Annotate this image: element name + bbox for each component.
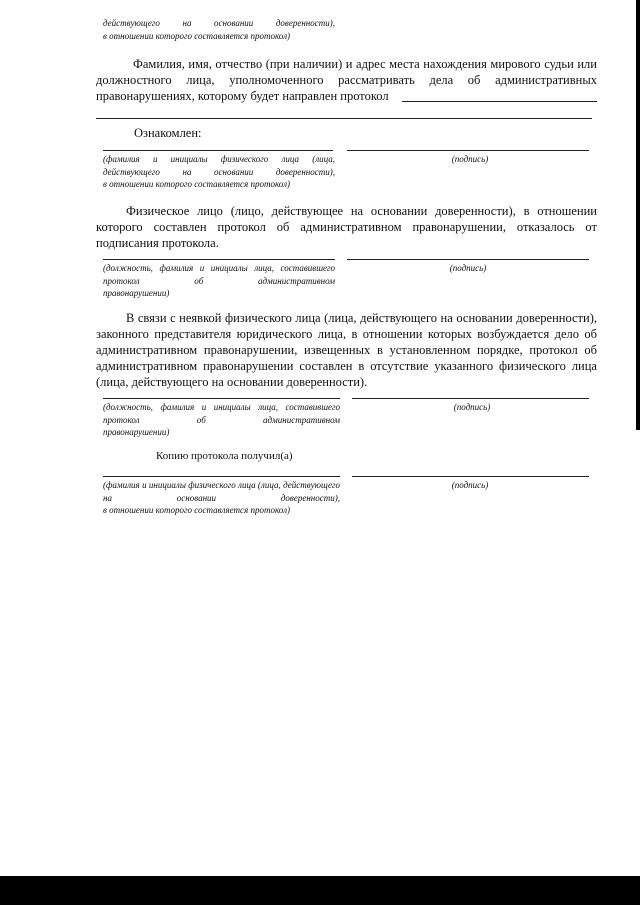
acquainted-caption-line-1: (фамилия и инициалы физического лица (лица, (103, 154, 335, 164)
refusal-caption-line-1: (должность, фамилия и инициалы лица, (103, 263, 274, 273)
absence-paragraph (96, 310, 597, 390)
absence-caption-line-2: составившего протокол об административном (103, 402, 341, 425)
acquainted-signature-line[interactable] (347, 150, 589, 151)
refusal-name-line[interactable] (103, 259, 335, 260)
absence-signature-line[interactable] (352, 398, 589, 399)
top-caption-line-1: действующего на основании доверенности), (103, 18, 335, 28)
acquainted-caption (103, 153, 335, 191)
top-caption-line-2: в отношении которого составляется протокол) (103, 30, 291, 41)
refusal-paragraph-text: Физическое лицо (лицо, действующее на основании доверенности), в отношении которого составлен протокол об административном правонарушении, отказалось от подписания протокола. (96, 204, 597, 250)
absence-caption (103, 401, 340, 439)
absence-caption-line-1: (должность, фамилия и инициалы лица, (103, 402, 278, 412)
copy-received-signature-line[interactable] (352, 476, 589, 477)
copy-received-signature-caption: (подпись) (451, 480, 489, 490)
refusal-caption (103, 262, 335, 300)
refusal-signature-caption: (подпись) (449, 263, 487, 273)
acquainted-name-line[interactable] (103, 150, 333, 151)
absence-signature-caption: (подпись) (453, 402, 491, 412)
scan-right-edge (636, 0, 640, 430)
copy-received-caption-line-3: в отношении которого составляется протокол) (103, 505, 291, 515)
copy-received-caption-line-2: действующего на основании доверенности), (103, 480, 341, 503)
judge-paragraph-text: Фамилия, имя, отчество (при наличии) и адрес места нахождения мирового судьи или должностного лица, уполномоченного рассматривать дела об административных правонарушениях, которому будет направлен протокол (96, 57, 597, 103)
refusal-paragraph (96, 203, 597, 251)
top-caption (103, 17, 335, 42)
acquainted-label: Ознакомлен: (134, 126, 202, 140)
copy-received-caption (103, 479, 340, 517)
absence-name-line[interactable] (103, 398, 340, 399)
absence-paragraph-text: В связи с неявкой физического лица (лица, действующего на основании доверенности), законного представителя юридического лица, в отношении которых возбуждается дело об административном правонарушении, извещенных в установленном порядке, протокол об административном правонарушении составлен в отсутствие указанного физического лица (лица, действующего на основании доверенности). (96, 311, 597, 389)
refusal-signature-line[interactable] (347, 259, 589, 260)
judge-fill-line-inline[interactable] (402, 101, 597, 102)
absence-caption-line-3: правонарушении) (103, 427, 170, 437)
judge-fill-line-full[interactable] (96, 118, 592, 119)
copy-received-label: Копию протокола получил(а) (156, 450, 293, 462)
judge-paragraph (96, 56, 597, 104)
scan-bottom-bar (0, 876, 640, 905)
acquainted-signature-caption: (подпись) (451, 154, 489, 164)
acquainted-caption-line-3: в отношении которого составляется протокол) (103, 179, 291, 189)
copy-received-caption-line-1: (фамилия и инициалы физического лица (лица, (103, 480, 281, 490)
acquainted-caption-line-2: действующего на основании доверенности), (103, 166, 335, 177)
refusal-caption-line-3: правонарушении) (103, 288, 170, 298)
copy-received-name-line[interactable] (103, 476, 340, 477)
refusal-caption-line-2: составившего протокол об административном (103, 263, 336, 286)
